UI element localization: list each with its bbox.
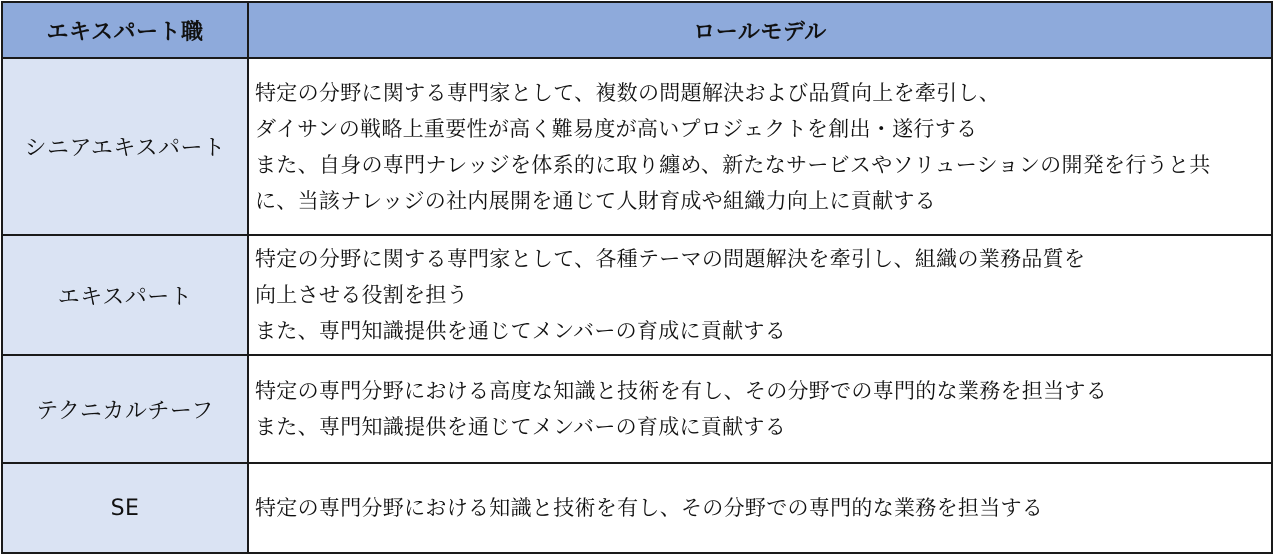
description-line: 特定の分野に関する専門家として、複数の問題解決および品質向上を牽引し、: [255, 80, 1001, 105]
description-line: 特定の専門分野における知識と技術を有し、その分野での専門的な業務を担当する: [255, 496, 1044, 520]
description-line: また、専門知識提供を通じてメンバーの育成に貢献する: [255, 319, 787, 343]
description-cell: [248, 355, 1272, 463]
description-line: また、自身の専門ナレッジを体系的に取り纏め、新たなサービスやソリューションの開発を行うと共: [255, 152, 1211, 177]
description-line: 特定の分野に関する専門家として、各種テーマの問題解決を牽引し、組織の業務品質を: [255, 247, 1086, 271]
table-row-technical-chief: [2, 355, 1272, 463]
role-cell: SE: [2, 463, 248, 553]
description-line: ダイサンの戦略上重要性が高く難易度が高いプロジェクトを創出・遂行する: [255, 116, 978, 141]
role-cell: エキスパート: [2, 235, 248, 355]
role-cell: テクニカルチーフ: [2, 355, 248, 463]
header-expert-position: エキスパート職: [2, 2, 248, 58]
header-role-model: ロールモデル: [248, 2, 1272, 58]
table-row-expert: [2, 235, 1272, 355]
description-cell: [248, 58, 1272, 235]
description-cell: [248, 235, 1272, 355]
description-line: また、専門知識提供を通じてメンバーの育成に貢献する: [255, 415, 787, 439]
description-line: 特定の専門分野における高度な知識と技術を有し、その分野での専門的な業務を担当する: [255, 379, 1107, 403]
table-header-row: [2, 2, 1272, 58]
description-line: に、当該ナレッジの社内展開を通じて人財育成や組織力向上に貢献する: [255, 188, 936, 213]
table-row-se: [2, 463, 1272, 553]
role-cell: シニアエキスパート: [2, 58, 248, 235]
description-cell: [248, 463, 1272, 553]
role-model-table: [1, 1, 1273, 554]
table-row-senior-expert: [2, 58, 1272, 235]
description-line: 向上させる役割を担う: [255, 283, 468, 307]
